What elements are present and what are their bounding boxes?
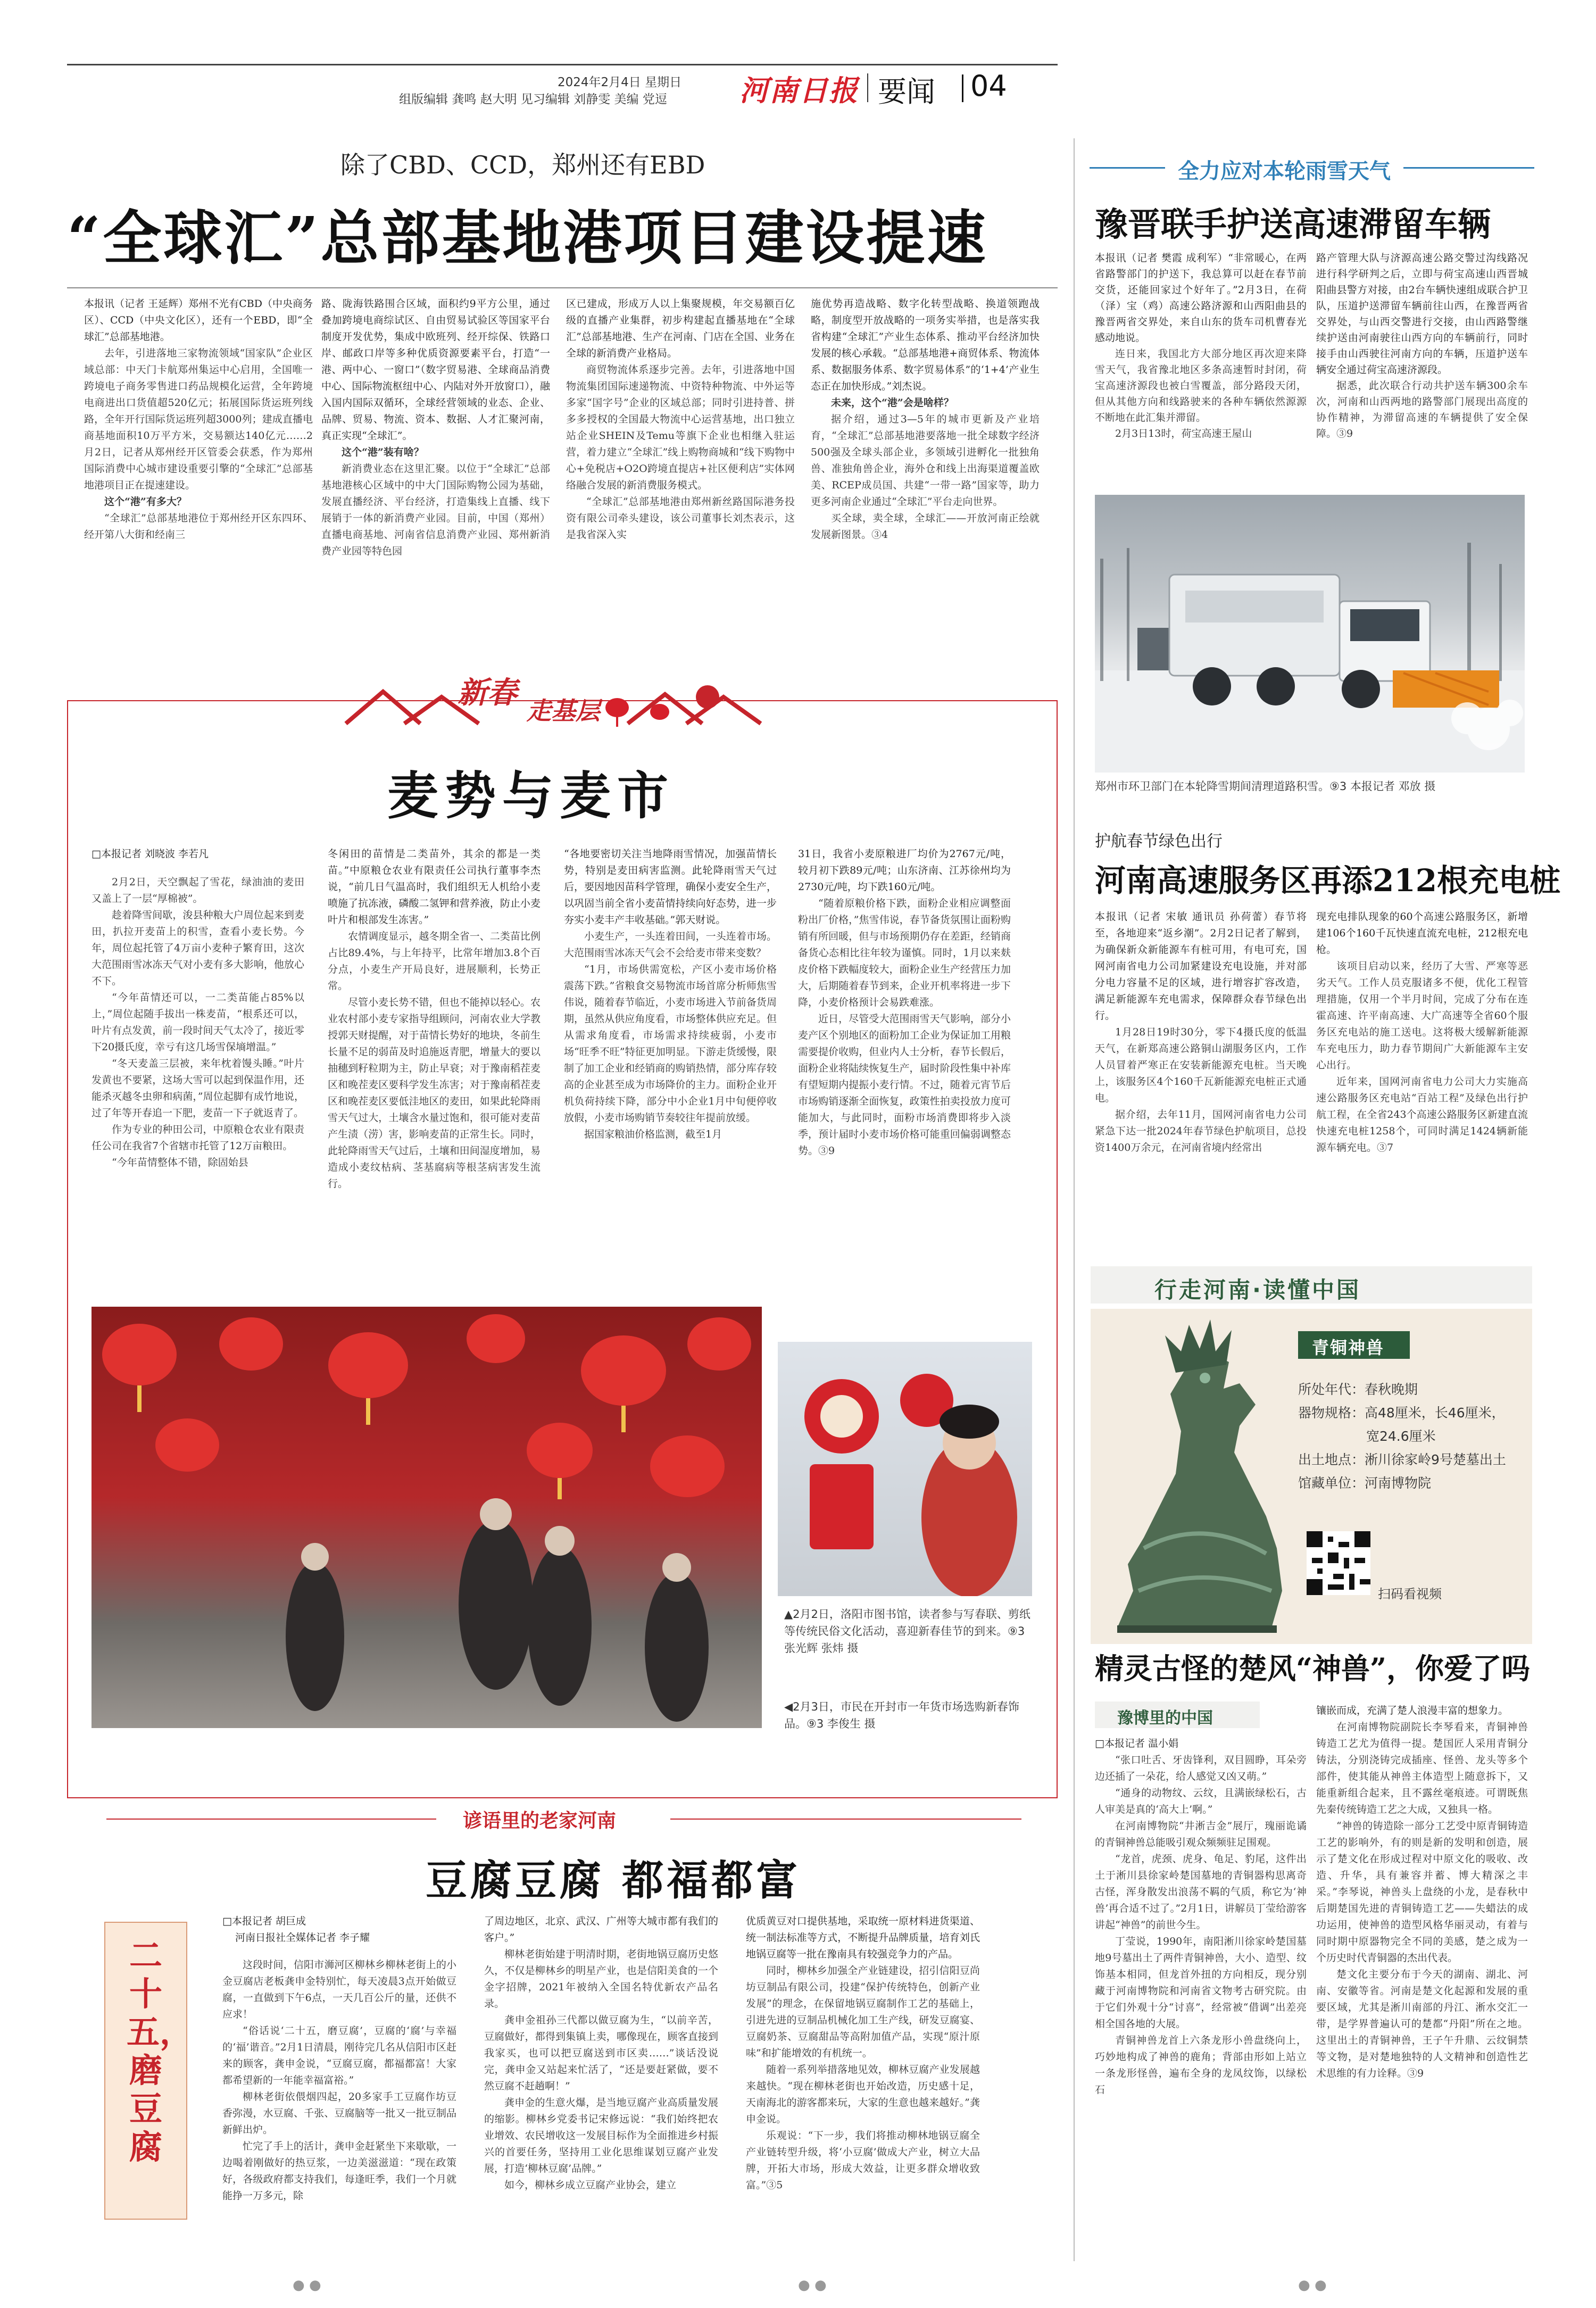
tofu-vertical-banner: 二十五，磨豆腐 bbox=[127, 1936, 193, 2166]
wheat-tag-1: 新春 bbox=[458, 675, 517, 710]
relic-info-row: 所处年代：春秋晚期 bbox=[1298, 1382, 1418, 1397]
lead-column-2 bbox=[321, 296, 550, 560]
tofu-column-2 bbox=[484, 1913, 718, 2194]
wheat-paragraph: “冬天麦盖三层被，来年枕着馒头睡。”叶片发黄也不要紧，这场大雪可以起到保温作用，还能杀灭越冬虫卵和病菌，”周位起脚有成竹地说，过了年等开春追一下肥，麦苗一下子就返青了。 bbox=[92, 1058, 304, 1119]
wheat-column-3 bbox=[564, 846, 777, 1143]
charging-paragraph: 该项目启动以来，经历了大雪、严寒等恶劣天气。工作人员克服诸多不便，优化工程管理措施，仅用一个半月时间，完成了分布在连霍高速、许平南高速、大广高速等全省60个服务区充电站的施工送电。这将极大缓解新能源车充电压力，助力春节期间广大新能源车主安心出行。 bbox=[1316, 960, 1528, 1071]
relic-paragraph: 在河南博物院副院长李琴看来，青铜神兽铸造工艺尤为值得一提。楚国匠人采用青铜分铸法，分别浇铸完成插座、怪兽、龙头等多个部件，使其能从神兽主体造型上随意拆下，又能重新组合起来，且不露丝毫痕迹。可谓既焦先秦传统铸造工艺之大成，又独具一格。 bbox=[1316, 1721, 1528, 1815]
tofu-paragraph: □本报记者 胡巨成 bbox=[222, 1915, 306, 1927]
relic-column-1 bbox=[1095, 1736, 1307, 2098]
footer-dots-right: ● ● bbox=[1298, 2277, 1327, 2293]
charging-headline: 河南高速服务区再添212根充电桩 bbox=[1095, 862, 1561, 899]
snow-column-1 bbox=[1095, 250, 1307, 442]
lead-paragraph: 本报讯（记者 王延辉）郑州不光有CBD（中央商务区）、CCD（中央文化区），还有一个EBD，即“全球汇”总部基地港。 bbox=[84, 298, 313, 343]
snow-column-2 bbox=[1316, 250, 1528, 442]
wheat-paragraph: □本报记者 刘晓波 李若凡 bbox=[92, 848, 209, 860]
tofu-paragraph: 随着一系列举措落地见效，柳林豆腐产业发展越来越快。“现在柳林老街也开始改造，历史感十足，天南海北的游客都来玩，大家的生意也越来越好。”龚申金说。 bbox=[746, 2064, 980, 2125]
right-column-separator bbox=[1074, 138, 1075, 2261]
footer-dots-left: ● ● bbox=[293, 2277, 321, 2293]
snowplow-photo bbox=[1095, 495, 1525, 773]
charging-kicker: 护航春节绿色出行 bbox=[1095, 832, 1223, 851]
relic-paragraph: “龙首，虎颈、虎身、龟足、豹尾，这件出土于淅川县徐家岭楚国墓地的青铜器构思离奇古怪，浑身散发出浪荡不羁的气质，称它为‘神兽’再合适不过了。”2月1日，讲解员丁莹给游客讲起“神兽”的前世今生。 bbox=[1095, 1853, 1307, 1931]
charging-paragraph: 据介绍，去年11月，国网河南省电力公司紧急下达一批2024年春节绿色护航项目，总投资1400万余元，在河南省境内经常出 bbox=[1095, 1109, 1307, 1153]
tofu-paragraph: 同时，柳林乡加强全产业链建设，招引信阳豆尚坊豆制品有限公司，投建“保护传统特色，创新产业发展”的理念，在保留地锅豆腐制作工艺的基础上，引进先进的豆制品机械化加工生产线，研发豆腐宴、豆腐奶茶、豆腐甜品等高附加值产品，实现“原汁原味”和扩能增效的有机统一。 bbox=[746, 1965, 980, 2059]
relic-info-row: 宽24.6厘米 bbox=[1366, 1429, 1436, 1444]
charging-paragraph: 现充电排队现象的60个高速公路服务区，新增建106个160千瓦快速直流充电桩，212根充电枪。 bbox=[1316, 911, 1528, 956]
paper-cut-caption: ▲2月2日，洛阳市图书馆，读者参与写春联、剪纸等传统民俗文化活动，喜迎新春佳节的到来。⑨3 张光辉 张炜 摄 bbox=[784, 1608, 1030, 1655]
snowplow-illustration bbox=[1095, 495, 1525, 773]
wheat-paragraph: “随着原粮价格下跌，面粉企业相应调整面粉出厂价格，”焦雪伟说，春节备货氛围让面粉购销有所回暖，但与市场预期仍存在差距，经销商备货心态相比往年较为谨慎。同时，1月以来麸皮价格下跌幅度较大，面粉企业生产经营压力加大，后期随着春节到来，企业开机率将进一步下降，小麦价格预计会易跌难涨。 bbox=[798, 898, 1011, 1008]
logo-divider bbox=[867, 73, 868, 102]
tofu-paragraph: 如今，柳林乡成立豆腐产业协会，建立 bbox=[504, 2179, 677, 2191]
tofu-paragraph: 忙完了手上的活计，龚申金赶紧坐下来歇歇，一边喝着刚做好的热豆浆，一边美滋滋道：“现在政策好，各级政府都支持我们，每逢旺季，我们一个月就能挣一万多元，除 bbox=[222, 2140, 456, 2202]
wheat-paragraph: “1月，市场供需宽松，产区小麦市场价格震荡下跌。”省粮食交易物流市场首席分析师焦雪伟说，随着春节临近，小麦市场进入节前备货周期，虽然从供应角度看，市场整体供应充足。但从需求角度看，市场需求持续疲弱，小麦市场“旺季不旺”特征更加明显。下游走货缓慢，限制了加工企业和经销商的购销热情，部分库存较高的企业甚至成为市场降价的主力。面粉企业开机负荷持续下降，部分中小企业1月中旬便停收放假，小麦市场购销节奏较往年提前放缓。 bbox=[564, 964, 777, 1124]
relic-paragraph: 在河南博物院“井淅吉金”展厅，瑰丽诡谲的青铜神兽总能吸引观众频频驻足围观。 bbox=[1095, 1820, 1307, 1848]
snow-paragraph: 据悉，此次联合行动共护送车辆300余车次，河南和山西两地的路警部门展现出高度的协作精神，为滞留高速的车辆提供了安全保障。③9 bbox=[1316, 380, 1528, 439]
wheat-column-2 bbox=[328, 846, 541, 1192]
relic-headline: 精灵古怪的楚风“神兽”，你爱了吗 bbox=[1095, 1651, 1531, 1686]
wheat-paragraph: 据国家粮油价格监测，截至1月 bbox=[584, 1128, 722, 1140]
qr-code-icon[interactable] bbox=[1307, 1531, 1370, 1595]
lead-paragraph: 买全球，卖全球，全球汇——开放河南正绘就发展新图景。③4 bbox=[811, 512, 1040, 541]
lead-column-3 bbox=[566, 296, 795, 543]
lead-paragraph: 施优势再造战略、数字化转型战略、换道领跑战略，制度型开放战略的一项务实举措，也是落实我省构建“全球汇”产业生态体系、推动平台经济加快发展的核心承载。“总部基地港+商贸体系、物流体系、数据服务体系、数字贸易体系”的‘1+4’产业生态正在加快形成。”刘杰说。 bbox=[811, 298, 1040, 392]
tofu-paragraph: 河南日报社全媒体记者 李子耀 bbox=[235, 1932, 370, 1944]
tofu-column-tag: 谚语里的老家河南 bbox=[463, 1809, 617, 1832]
wheat-paragraph: 作为专业的种田公司，中原粮仓农业有限责任公司在我省7个省辖市托管了12万亩粮田。 bbox=[92, 1124, 304, 1152]
wheat-headline: 麦势与麦市 bbox=[387, 766, 675, 826]
wheat-paragraph: 31日，我省小麦原粮进厂均价为2767元/吨，较月初下跌89元/吨；山东济南、江苏徐州均为2730元/吨，均下跌160元/吨。 bbox=[798, 848, 1011, 893]
wheat-paragraph: 趁着降雪间歇，浚县种粮大户周位起来到麦田，扒拉开麦苗上的积雪，查看小麦长势。今年，周位起托管了4万亩小麦种子繁育田，这次大范围雨雪冰冻天气对小麦有多大影响，他放心不下。 bbox=[92, 909, 304, 987]
paper-cut-illustration bbox=[778, 1342, 1032, 1596]
section-title: 要闻 bbox=[878, 75, 935, 109]
tofu-headline: 豆腐豆腐 都福都富 bbox=[426, 1856, 801, 1905]
relic-paragraph: “神兽的铸造除一部分工艺受中原青铜铸造工艺的影响外，有的则是新的发明和创造，展示了楚文化在形成过程对中原文化的吸收、改造、升华，具有兼容并蓄、博大精深之丰采。”李琴说，神兽头上盘绕的小龙，是春秋中后期楚国先进的青铜铸造工艺——失蜡法的成功运用，使神兽的造型风格华丽灵动，有着与同时期中原器物完全不同的美感，楚之成为一个历史时代青铜器的杰出代表。 bbox=[1316, 1820, 1528, 1964]
lead-paragraph: “全球汇”总部基地港由郑州新丝路国际港务投资有限公司牵头建设，该公司董事长刘杰表示，这是我省深入实 bbox=[566, 496, 795, 541]
charging-paragraph: 近年来，国网河南省电力公司大力实施高速公路服务区充电站“百站工程”及绿色出行护航工程，在全省243个高速公路服务区新建直流快速充电桩1258个，可同时满足1424辆新能源车辆充电。③7 bbox=[1316, 1076, 1528, 1153]
tofu-paragraph: 龚申金的生意火爆，是当地豆腐产业高质量发展的缩影。柳林乡党委书记宋修远说：“我们始终把农业增效、农民增收这一发展目标作为全面推进乡村振兴的首要任务，坚持用工业化思维谋划豆腐产业发展，打造‘柳林豆腐’品牌。” bbox=[484, 2097, 718, 2174]
lead-column-1 bbox=[84, 296, 313, 543]
relic-info bbox=[1298, 1378, 1527, 1495]
relic-card-title: 青铜神兽 bbox=[1312, 1338, 1385, 1358]
bronze-beast-illustration bbox=[1096, 1314, 1298, 1639]
lead-paragraph: 商贸物流体系逐步完善。去年，引进落地中国物流集团国际速递物流、中资特种物流、中外运等多家“国字号”企业的区域总部；同时引进持普、拼多多授权的全国最大物流中心运营基地，出口独立站企业SHEIN及Temu等旗下企业也相继入驻运营，着力建立“全球汇”线上购物商城和“线下购物中心+免税店+O2O跨境直提店+社区便利店”实体网络融合发展的新消费服务模式。 bbox=[566, 364, 795, 491]
charging-paragraph: 本报讯（记者 宋敏 通讯员 孙荷蕾）春节将至，各地迎来“返乡潮”。2月2日记者了解到，为确保新众新能源车有桩可用，有电可充，国网河南省电力公司加紧建设充电设施，并对部分电力容量不足的区域，进行增容扩容改造，满足新能源车充电需求，保障群众春节绿色出行。 bbox=[1095, 911, 1307, 1022]
tofu-column-1 bbox=[222, 1913, 456, 2204]
wheat-column-1 bbox=[92, 846, 304, 1171]
lead-kicker: 除了CBD、CCD，郑州还有EBD bbox=[340, 151, 705, 179]
tofu-paragraph: 优质黄豆对口提供基地，采取统一原材料进货渠道、统一制法标准等方式，不断提升品牌质量，培育刘氏地锅豆腐等一批在豫南具有较强竞争力的产品。 bbox=[746, 1915, 980, 1960]
paper-cut-photo bbox=[778, 1342, 1032, 1596]
wheat-column-4 bbox=[798, 846, 1011, 1159]
page-number: 04 bbox=[970, 69, 1007, 103]
relic-column-tag: 豫博里的中国 bbox=[1117, 1709, 1213, 1728]
snow-paragraph: 连日来，我国北方大部分地区再次迎来降雪天气，我省豫北地区多条高速暂时封闭，荷宝高速济源段也被白雪覆盖，部分路段天闭，但从其他方向和线路驶来的各种车辆依然源源不断地在此汇集并滞留。 bbox=[1095, 348, 1307, 424]
tofu-paragraph: “俗话说‘二十五，磨豆腐’，豆腐的‘腐’与幸福的‘福’谐音。”2月1日清晨，刚待完几名从信阳市区赶来的顾客，龚申金说，“豆腐豆腐，都福都富！大家都希望新的一年能幸福富裕。” bbox=[222, 2025, 456, 2086]
lead-paragraph: 路、陇海铁路围合区域，面积约9平方公里，通过叠加跨境电商综试区、自由贸易试验区等国家平台制度开发优势，集成中欧班列、经开综保、铁路口岸、邮政口岸等多种优质资源要素平台，打造“一港、两中心、一窗口”（数字贸易港、全球商品消费中心、国际物流枢纽中心、内陆对外开放窗口），融入国内国际双循环，全球经营领域的业态、企业、品牌、贸易、物流、资本、数据、人才汇聚河南，真正实现“全球汇”。 bbox=[321, 298, 550, 442]
lead-paragraph: 去年，引进落地三家物流领域“国家队”企业区域总部：中天门卡航郑州集运中心启用，全国唯一跨境电子商务零售进口药品规模化运营，全年跨境电商进出口货值超520亿元；拓展国际货运班列线路，全年开行国际货运班列超3000列；建成直播电商基地面积10万平方米，交易额达140亿元……2月2日，记者从郑州经开区管委会获悉，作为郑州国际消费中心城市建设重要引擎的“全球汇”总部基地港项目正在提速建设。 bbox=[84, 347, 313, 491]
charging-column-2 bbox=[1316, 909, 1528, 1156]
snow-banner: 全力应对本轮雨雪天气 bbox=[1165, 154, 1403, 185]
relic-paragraph: □本报记者 温小娟 bbox=[1095, 1738, 1178, 1749]
charging-paragraph: 1月28日19时30分，零下4摄氏度的低温天气，在新郑高速公路铜山湖服务区内，工作人员冒着严寒正在安装新能源充电桩。当天晚上，该服务区4个160千瓦新能源充电桩正式通电。 bbox=[1095, 1026, 1307, 1104]
wheat-paragraph: 农情调度显示，越冬期全省一、二类苗比例占比89.4%，与上年持平，比常年增加3.8个百分点，小麦生产开局良好，进展顺利，长势正常。 bbox=[328, 931, 541, 992]
lead-subhead: 这个“港”有多大？ bbox=[104, 496, 187, 508]
wheat-paragraph: 冬闲田的苗情是二类苗外，其余的都是一类苗。”中原粮仓农业有限责任公司执行董事李杰说，“前几日气温高时，我们组织无人机给小麦喷施了抗冻液，磷酸二氢钾和营养液，防止小麦叶片和根部发生冻害。” bbox=[328, 848, 541, 926]
relic-paragraph: “张口吐舌、牙齿锋利，双目圆睁，耳朵旁边还插了一朵花，给人感觉又凶又萌。” bbox=[1095, 1754, 1307, 1782]
scan-label: 扫码看视频 bbox=[1378, 1587, 1442, 1601]
tofu-paragraph: 龚申金祖孙三代都以做豆腐为生，“以前辛苦，豆腐做好，都得到集镇上卖，哪像现在，顾客直接到我家买，也可以把豆腐送到市区卖……”谈话没说完，龚申金又站起来忙活了，“还是要赶紧做，要不然豆腐不赶趟啊！” bbox=[484, 2014, 718, 2092]
relic-paragraph: 镶嵌而成，充满了楚人浪漫丰富的想象力。 bbox=[1316, 1705, 1509, 1716]
tofu-paragraph: 这段时间，信阳市浉河区柳林乡柳林老街上的小金豆腐店老板龚申金特别忙，每天凌晨3点开始做豆腐，一直做到下午6点，一天几百公斤的量，还供不应求！ bbox=[222, 1959, 456, 2020]
relic-info-row: 器物规格：高48厘米，长46厘米， bbox=[1298, 1405, 1505, 1421]
new-year-market-photo bbox=[92, 1307, 762, 1728]
tofu-paragraph: 乐观说：“下一步，我们将推动柳林地锅豆腐全产业链转型升级，将‘小豆腐’做成大产业，树立大品牌，开拓大市场，形成大效益，让更多群众增收致富。”③5 bbox=[746, 2130, 980, 2191]
snow-paragraph: 路产管理大队与济源高速公路交警过沟线路况进行科学研判之后，立即与荷宝高速山西晋城阳曲县警方对接，由2台车辆快速组成联合护卫队，压道护送滞留车辆前往山西，在豫晋两省交界处，与山西交警进行交接，由山西路警继续护送由河南驶往山西方向的车辆前行，同时接手由山西驶往河南方向的车辆，压道护送车辆安全通过荷宝高速济源段。 bbox=[1316, 252, 1528, 376]
wheat-paragraph: 近日，尽管受大范围雨雪天气影响，部分小麦产区个别地区的面粉加工企业为保证加工用粮需要提价收购，但业内人士分析，春节长假后，面粉企业将陆续恢复生产，届时阶段性集中补库有望短期内提振小麦行情。不过，随着元宵节后市场购销逐渐全面恢复，政策性拍卖投放力度可能加大，与此同时，面粉市场消费即将步入淡季，预计届时小麦市场价格可能重回偏弱调整态势。③9 bbox=[798, 1013, 1011, 1157]
snow-photo-caption: 郑州市环卫部门在本轮降雪期间清理道路积雪。⑨3 本报记者 邓放 摄 bbox=[1095, 780, 1436, 793]
charging-column-1 bbox=[1095, 909, 1307, 1156]
lead-column-4 bbox=[811, 296, 1040, 543]
lead-paragraph: “全球汇”总部基地港位于郑州经开区东四环、经开第八大街和经南三 bbox=[84, 512, 313, 541]
footer-dots-center: ● ● bbox=[798, 2277, 827, 2293]
snow-headline: 豫晋联手护送高速滞留车辆 bbox=[1095, 205, 1491, 244]
relic-info-row: 出土地点：淅川徐家岭9号楚墓出土 bbox=[1298, 1452, 1506, 1467]
lead-paragraph: 新消费业态在这里汇聚。以位于“全球汇”总部基地港核心区域中的中大门国际购物公园为基础，发展直播经济、平台经济，打造集线上直播、线下展销于一体的新消费产业园。目前，中国（郑州）直播电商基地、河南省信息消费产业园、郑州新消费产业园等特色园 bbox=[321, 463, 550, 557]
wheat-paragraph: “各地要密切关注当地降雨雪情况，加强苗情长势，特别是麦田病害监测。此轮降雨雪天气过后，要因地因苗科学管理，确保小麦安全生产，以巩固当前全省小麦苗情持续向好态势，进一步夯实小麦丰产丰收基础。”郭天财说。 bbox=[564, 848, 777, 926]
relic-paragraph: 楚文化主要分布于今天的湖南、湖北、河南、安徽等省。河南是楚文化起源和发展的重要区域，尤其是淅川南部的丹江、淅水交汇一带，是学界普遍认可的楚都“丹阳”所在之地。这里出土的青铜神兽，王子午升鼎、云纹铜禁等文物，是对楚地独特的人文精神和创造性艺术思维的有力诠释。③9 bbox=[1316, 1969, 1528, 2079]
masthead-date: 2024年2月4日 星期日 bbox=[558, 76, 682, 89]
wheat-tag-2: 走基层 bbox=[527, 696, 600, 725]
lead-paragraph: 区已建成，形成万人以上集聚规模，年交易额百亿级的直播产业集群，初步构建起直播基地在“全球汇”总部基地港、生产在河南、门店在全国、业务在全球的新消费产业格局。 bbox=[566, 298, 795, 359]
wheat-paragraph: 小麦生产，一头连着田间，一头连着市场。大范围雨雪冰冻天气会不会给麦市带来变数？ bbox=[564, 931, 777, 959]
masthead-editors: 组版编辑 龚鸣 赵大明 见习编辑 刘静雯 美编 党逗 bbox=[399, 93, 667, 106]
tofu-paragraph: 柳林老街始建于明清时期，老街地锅豆腐历史悠久，不仅是柳林乡的明星产业，也是信阳美食的一个金字招牌，2021年被纳入全国名特优新农产品名录。 bbox=[484, 1948, 718, 2010]
lead-subhead: 这个“港”装有啥？ bbox=[342, 446, 424, 458]
wheat-paragraph: “今年苗情还可以，一二类苗能占85%以上，”周位起随手拔出一株麦苗，“根系还可以，叶片有点发黄，前一段时间天气太冷了，接近零下20摄氏度，幸亏有这几场雪保墒增温。” bbox=[92, 992, 304, 1053]
snow-paragraph: 2月3日13时，荷宝高速王屋山 bbox=[1115, 428, 1252, 439]
snow-paragraph: 本报讯（记者 樊霞 成利军）“非常暖心，在两省路警部门的护送下，我总算可以赶在春节前交货，还能回家过个好年了。”2月3日，在荷（泽）宝（鸡）高速公路济源和山西阳曲县的豫晋两省交界处，来自山东的货车司机曹春光感动地说。 bbox=[1095, 252, 1307, 344]
section-divider bbox=[962, 74, 963, 102]
wheat-paragraph: 2月2日，天空飘起了雪花，绿油油的麦田又盖上了一层“厚棉被”。 bbox=[92, 876, 304, 904]
masthead-top-rule bbox=[67, 64, 1058, 65]
lead-headline: “全球汇”总部基地港项目建设提速 bbox=[67, 204, 988, 272]
market-lanterns-illustration bbox=[92, 1307, 762, 1728]
relic-paragraph: 丁莹说，1990年，南阳淅川徐家岭楚国墓地9号墓出土了两件青铜神兽，大小、造型、纹饰基本相同，但龙首外扭的方向相反，现分别藏于河南博物院和河南省文物考古研究院。由于它们外观十分“讨喜”，经常被“借调”出差亮相全国各地的大展。 bbox=[1095, 1936, 1307, 2030]
wheat-paragraph: 尽管小麦长势不错，但也不能掉以轻心。农业农村部小麦专家指导组顾问，河南农业大学教授郭天财提醒，对于苗情长势好的地块，冬前生长量不足的弱苗及时追施返青肥，增量大的要以抽穗到籽粒期为主，防止早衰；对于豫南稻茬麦区和晚茬麦区要科学发生冻害；对于豫南稻茬麦区和晚茬麦区要低洼地区的麦田，如果此轮降雨雪天气过大，土壤含水量过饱和，很可能对麦苗产生渍（涝）害，影响麦苗的正常生长。同时，此轮降雨雪天气过后，土壤和田间湿度增加，易造成小麦纹枯病、茎基腐病等根茎病害发生流行。 bbox=[328, 997, 541, 1190]
lead-paragraph: 据介绍，通过3—5年的城市更新及产业培育，“全球汇”总部基地港要落地一批全球数字经济500强及全球头部企业，多领域引进孵化一批独角兽、准独角兽企业，海外仓和线上出海渠道覆盖欧美、RCEP成员国、共建“一带一路”国家等，助力更多河南企业通过“全球汇”平台走向世界。 bbox=[811, 413, 1040, 508]
relic-info-row: 馆藏单位：河南博物院 bbox=[1298, 1475, 1432, 1491]
tofu-column-3 bbox=[746, 1913, 980, 2194]
masthead-logo: 河南日报 bbox=[739, 73, 859, 107]
lead-rule bbox=[67, 287, 1058, 288]
relic-paragraph: “通身的动物纹、云纹，且满嵌绿松石，古人审美是真的‘高大上’啊。” bbox=[1095, 1787, 1307, 1815]
relic-paragraph: 青铜神兽龙首上六条龙形小兽盘绕向上，巧妙地构成了神兽的鹿角；背部由形如上站立一条龙形怪兽，遍布全身的龙凤纹饰，以绿松石 bbox=[1095, 2035, 1307, 2096]
tofu-paragraph: 了周边地区，北京、武汉、广州等大城市都有我们的客户。” bbox=[484, 1915, 718, 1944]
lead-subhead: 未来，这个“港”会是啥样？ bbox=[831, 397, 954, 409]
relic-banner: 行走河南·读懂中国 bbox=[1154, 1277, 1361, 1303]
tofu-paragraph: 柳林老街依偎烟四起，20多家手工豆腐作坊豆香弥漫，水豆腐、千张、豆腐脑等一批又一批豆制品新鲜出炉。 bbox=[222, 2091, 456, 2136]
market-caption: ◀2月3日，市民在开封市一年货市场选购新春饰品。⑨3 李俊生 摄 bbox=[784, 1700, 1019, 1730]
relic-column-2 bbox=[1316, 1703, 1528, 2082]
wheat-paragraph: “今年苗情整体不错，除固始县 bbox=[112, 1157, 248, 1168]
